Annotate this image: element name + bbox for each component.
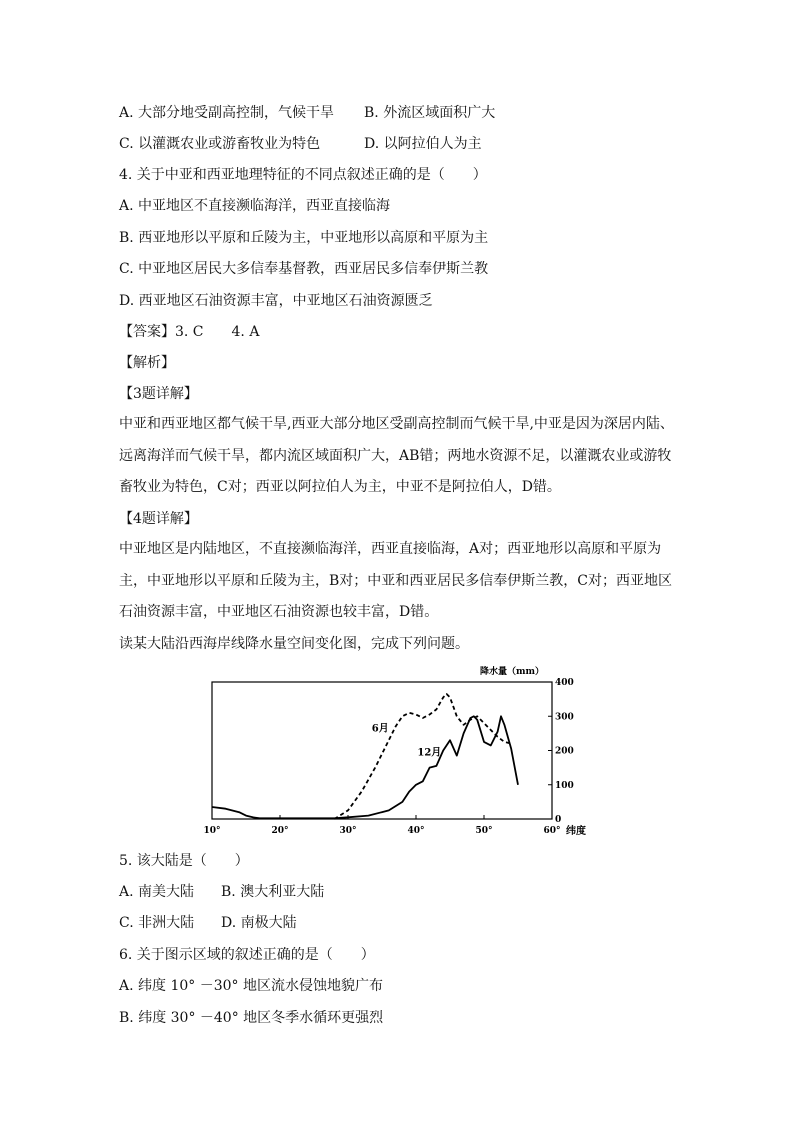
series-line-december: [212, 716, 518, 818]
y-tick-label: 100: [555, 780, 574, 791]
q3-option-d: D. 以阿拉伯人为主: [364, 136, 482, 152]
q5-option-b: B. 澳大利亚大陆: [221, 884, 325, 900]
q5-option-a: A. 南美大陆: [119, 884, 195, 900]
q4-option-a: A. 中亚地区不直接濒临海洋，西亚直接临海: [119, 198, 391, 214]
detail-3-text: 中亚和西亚地区都气候干旱,西亚大部分地区受副高控制而气候干旱,中亚是因为深居内陆、远离海洋而气候干旱，都内流区域面积广大，AB错；两地水资源不足，以灌溉农业或游牧畜牧业为特色，C对；西亚以阿拉伯人为主，中亚不是阿拉伯人，D错。: [119, 416, 674, 495]
analysis-heading: 【解析】: [119, 355, 175, 371]
precipitation-chart: [196, 660, 596, 840]
detail-4-text: 中亚地区是内陆地区，不直接濒临海洋，西亚直接临海，A对；西亚地形以高原和平原为主，中亚地形以平原和丘陵为主，B对；中亚和西亚居民多信奉伊斯兰教，C对；西亚地区石油资源丰富，中亚地区石油资源也较丰富，D错。: [119, 541, 672, 620]
chart-intro: 读某大陆沿西海岸线降水量空间变化图，完成下列问题。: [119, 636, 469, 652]
answer-line: 【答案】3. C 4. A: [119, 324, 260, 340]
y-axis-label: 降水量（mm）: [479, 667, 544, 677]
y-tick-label: 0: [555, 815, 562, 825]
chart-series: [212, 694, 518, 819]
x-tick-label: 60°: [543, 826, 561, 836]
q3-option-a: A. 大部分地受副高控制，气候干旱: [119, 105, 335, 121]
q3-options-row-2: [119, 134, 482, 154]
q5-options-row-2: [119, 913, 297, 933]
chart-plot-area: [212, 682, 552, 819]
q3-options-row-1: [119, 103, 495, 123]
q4-option-c: C. 中亚地区居民大多信奉基督教，西亚居民多信奉伊斯兰教: [119, 261, 489, 277]
q6-stem: 6. 关于图示区域的叙述正确的是（ ）: [119, 947, 375, 963]
x-tick-label: 20°: [271, 826, 289, 836]
q5-option-d: D. 南极大陆: [221, 915, 297, 931]
y-tick-label: 400: [555, 678, 574, 688]
detail-3-heading: 【3题详解】: [119, 386, 198, 402]
q5-stem: 5. 该大陆是（ ）: [119, 853, 249, 869]
q6-option-a: A. 纬度 10° －30° 地区流水侵蚀地貌广布: [119, 978, 383, 994]
detail-4-heading: 【4题详解】: [119, 511, 198, 527]
series-label-june: 6月: [371, 723, 389, 735]
q5-options-row-1: [119, 882, 324, 902]
q3-option-b: B. 外流区域面积广大: [364, 105, 496, 121]
x-tick-label: 40°: [407, 826, 425, 836]
x-tick-label: 10°: [203, 826, 221, 836]
chart-frame: [212, 682, 552, 819]
series-label-december: 12月: [417, 747, 442, 759]
x-axis-label: 纬度: [566, 826, 586, 837]
q4-option-b: B. 西亚地形以平原和丘陵为主，中亚地形以高原和平原为主: [119, 230, 489, 246]
y-tick-label: 300: [555, 712, 574, 723]
x-tick-label: 30°: [339, 826, 357, 836]
q3-option-c: C. 以灌溉农业或游畜牧业为特色: [119, 136, 321, 152]
x-tick-label: 50°: [475, 826, 493, 836]
q4-stem: 4. 关于中亚和西亚地理特征的不同点叙述正确的是（ ）: [119, 167, 487, 183]
q4-option-d: D. 西亚地区石油资源丰富，中亚地区石油资源匮乏: [119, 293, 433, 309]
q6-option-b: B. 纬度 30° －40° 地区冬季水循环更强烈: [119, 1010, 384, 1026]
y-tick-label: 200: [555, 746, 574, 757]
q5-option-c: C. 非洲大陆: [119, 915, 195, 931]
